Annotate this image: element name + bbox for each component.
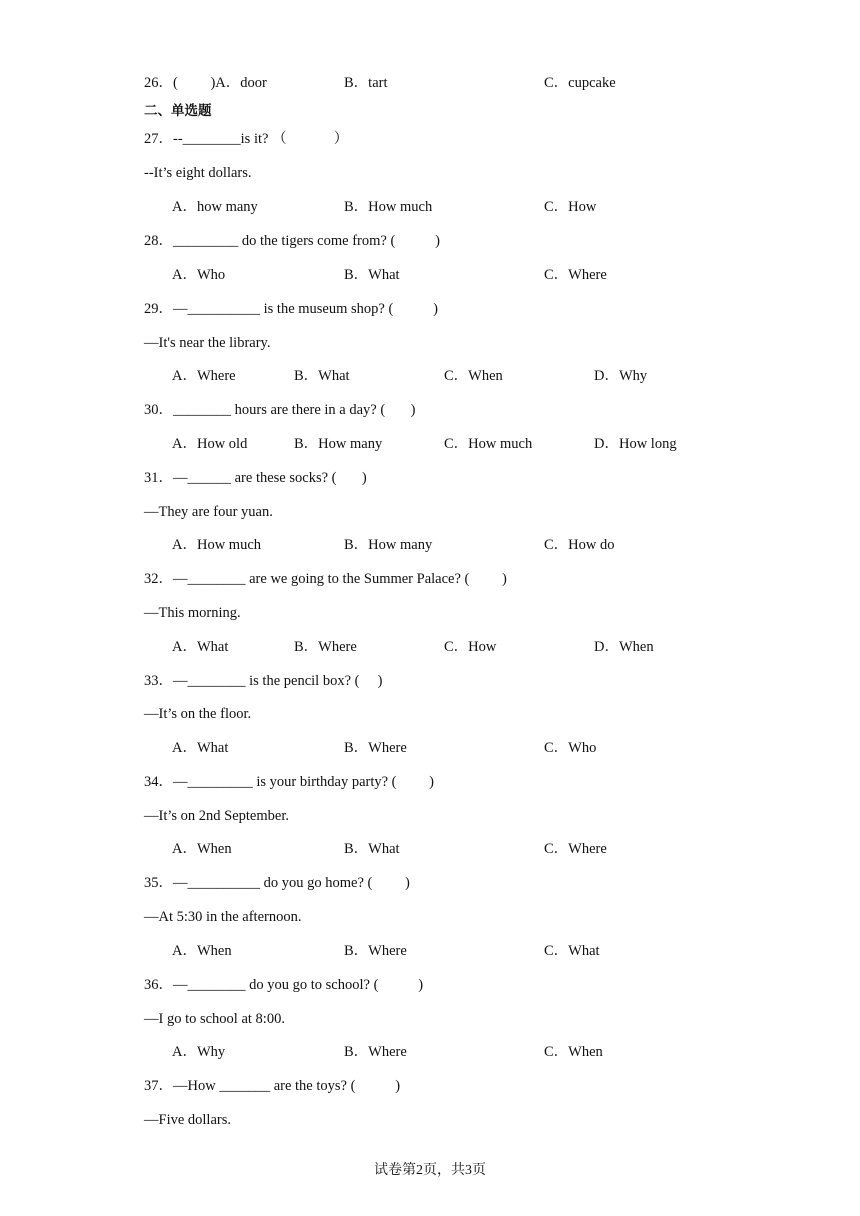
answer-option: C．When bbox=[544, 1044, 603, 1060]
answer-line: —Five dollars. bbox=[144, 1112, 231, 1128]
answer-option: A．When bbox=[172, 943, 232, 959]
question-line: 26．( )A．door bbox=[144, 75, 267, 91]
answer-option: D．When bbox=[594, 639, 654, 655]
section-heading: 二、单选题 bbox=[144, 103, 212, 119]
answer-option: B．What bbox=[294, 368, 350, 384]
answer-option: C．How much bbox=[444, 436, 533, 452]
question-line: 34．—_________ is your birthday party? ( ) bbox=[144, 774, 434, 790]
question-line: 36．—________ do you go to school? ( ) bbox=[144, 977, 424, 993]
answer-option: A．Why bbox=[172, 1044, 226, 1060]
answer-option: A．Who bbox=[172, 267, 226, 283]
answer-line: —It’s on the floor. bbox=[144, 706, 252, 722]
answer-line: —I go to school at 8:00. bbox=[144, 1011, 285, 1027]
answer-option: A．What bbox=[172, 639, 229, 655]
answer-option: C．When bbox=[444, 368, 503, 384]
answer-option: B．How many bbox=[344, 537, 433, 553]
answer-option: D．Why bbox=[594, 368, 648, 384]
answer-option: A．When bbox=[172, 841, 232, 857]
answer-option: A．Where bbox=[172, 368, 236, 384]
page-footer: 试卷第2页，共3页 bbox=[374, 1163, 486, 1178]
answer-option: C．cupcake bbox=[544, 75, 616, 91]
answer-option: B．tart bbox=[344, 75, 388, 91]
answer-option: C．Where bbox=[544, 841, 607, 857]
question-line: 31．—______ are these socks? ( ) bbox=[144, 470, 367, 486]
answer-option: A．How old bbox=[172, 436, 248, 452]
answer-option: D．How long bbox=[594, 436, 677, 452]
answer-option: A．how many bbox=[172, 199, 258, 215]
answer-option: C．How do bbox=[544, 537, 615, 553]
answer-option: C．Where bbox=[544, 267, 607, 283]
answer-option: B．How many bbox=[294, 436, 383, 452]
answer-option: B．What bbox=[344, 841, 400, 857]
answer-option: C．How bbox=[544, 199, 597, 215]
question-line: 28．_________ do the tigers come from? ( ) bbox=[144, 233, 440, 249]
answer-option: B．Where bbox=[344, 1044, 407, 1060]
question-line: 32．—________ are we going to the Summer Palace? ( ) bbox=[144, 571, 507, 587]
question-line: 29．—__________ is the museum shop? ( ) bbox=[144, 301, 439, 317]
answer-line: --It’s eight dollars. bbox=[144, 165, 252, 181]
answer-option: C．What bbox=[544, 943, 600, 959]
answer-option: B．Where bbox=[344, 740, 407, 756]
question-line: 35．—__________ do you go home? ( ) bbox=[144, 875, 410, 891]
question-line: 27．--________is it? （ ） bbox=[144, 131, 349, 147]
answer-line: —This morning. bbox=[144, 605, 241, 621]
answer-option: B．What bbox=[344, 267, 400, 283]
answer-line: —They are four yuan. bbox=[144, 504, 273, 520]
answer-option: B．Where bbox=[294, 639, 357, 655]
question-line: 30．________ hours are there in a day? ( ) bbox=[144, 402, 416, 418]
answer-line: —It’s on 2nd September. bbox=[144, 808, 289, 824]
answer-line: —At 5:30 in the afternoon. bbox=[144, 909, 302, 925]
answer-option: C．Who bbox=[544, 740, 597, 756]
answer-line: —It's near the library. bbox=[144, 335, 271, 351]
answer-option: C．How bbox=[444, 639, 497, 655]
answer-option: B．Where bbox=[344, 943, 407, 959]
question-line: 33．—________ is the pencil box? ( ) bbox=[144, 673, 383, 689]
answer-option: A．How much bbox=[172, 537, 262, 553]
answer-option: A．What bbox=[172, 740, 229, 756]
answer-option: B．How much bbox=[344, 199, 433, 215]
question-line: 37．—How _______ are the toys? ( ) bbox=[144, 1078, 401, 1094]
